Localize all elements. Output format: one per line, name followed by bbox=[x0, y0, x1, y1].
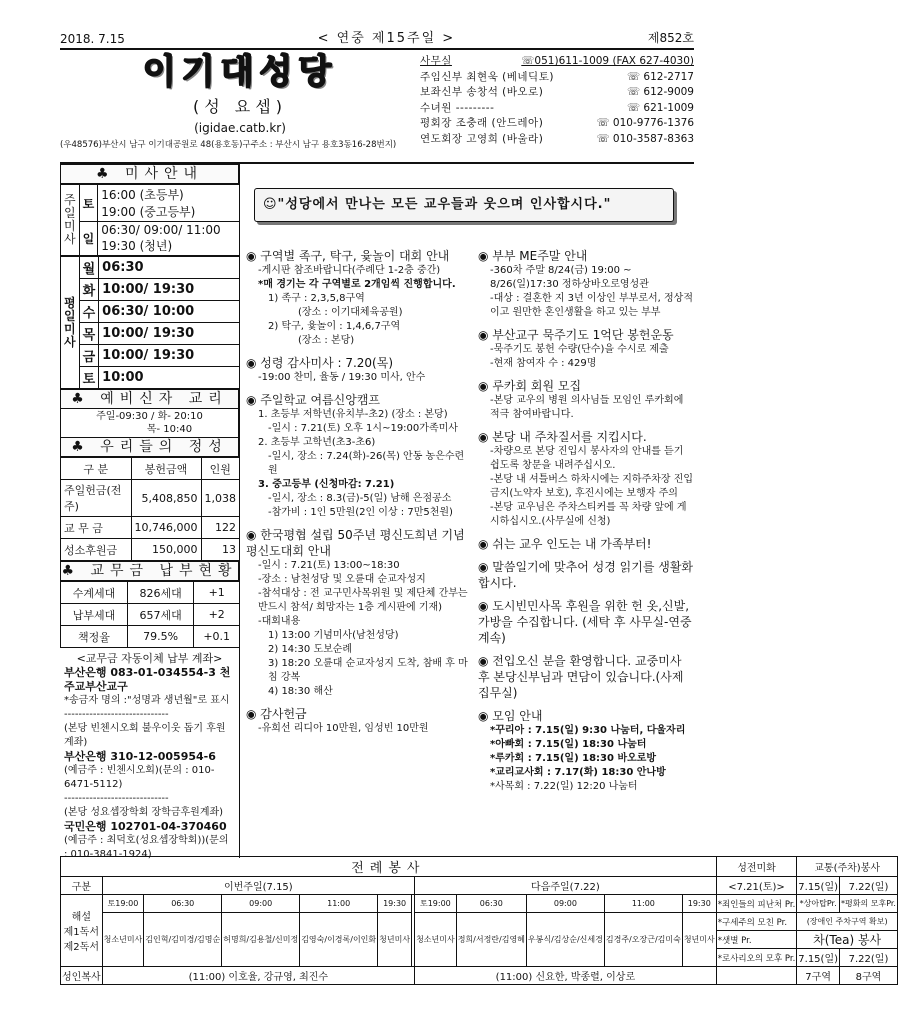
main-content bbox=[60, 162, 694, 860]
top-bar bbox=[60, 30, 694, 50]
mass-section-title: ♣ 미사안내 bbox=[60, 164, 239, 184]
offering-type: 교 무 금 bbox=[61, 517, 132, 539]
announcement-item bbox=[246, 527, 472, 699]
duty-cell: 청소년미사 bbox=[415, 913, 457, 967]
weekday-time: 10:00 bbox=[99, 367, 240, 389]
announcement-line: -현재 참여자 수 : 429명 bbox=[490, 358, 597, 369]
duty-cell: 김경주/오장근/김미숙 bbox=[604, 913, 682, 967]
bank-account-notes bbox=[60, 648, 239, 866]
announcement-line: -묵주기도 봉헌 수량(단수)을 수시로 제출 bbox=[490, 344, 669, 355]
contact-phone: ☏ 010-3587-8363 bbox=[596, 132, 694, 145]
contact-phone: ☏ 612-9009 bbox=[626, 86, 694, 98]
announcement-item bbox=[478, 536, 694, 552]
announcement-title: ◉ 감사헌금 bbox=[246, 707, 307, 721]
traffic-group: *평화의 모후Pr. bbox=[840, 895, 898, 913]
liturgical-title: < 연중 제15주일 > bbox=[317, 31, 456, 46]
contact-phone: ☏ 010-9776-1376 bbox=[596, 117, 694, 129]
greeting-banner: ☺"성당에서 만나는 모든 교우들과 웃으며 인사합시다." bbox=[254, 188, 674, 222]
mass-time: 19:00 (중고등부) bbox=[101, 205, 196, 219]
announcement-line: (장소 : 이기대체육공원) bbox=[298, 307, 403, 318]
weekday-mass-table bbox=[60, 256, 240, 389]
weekday-day: 수 bbox=[79, 301, 99, 323]
duty-cell: 청소년미사 bbox=[102, 913, 144, 967]
contact-name: 수녀원 --------- bbox=[420, 101, 495, 114]
dues-value: 79.5% bbox=[127, 626, 194, 648]
dues-change: +0.1 bbox=[194, 626, 240, 648]
weekday-time: 10:00/ 19:30 bbox=[99, 279, 240, 301]
sunday-mass-table bbox=[60, 184, 240, 256]
announcement-item bbox=[478, 708, 694, 794]
bulletin-page bbox=[60, 30, 896, 1000]
announcement-line: *아빠회 : 7.15(일) 18:30 나눔터 bbox=[490, 739, 647, 750]
offering-amount: 150,000 bbox=[131, 539, 201, 561]
announcement-line: -일시, 장소 : 8.3(금)-5(일) 남해 은점공소 bbox=[268, 493, 452, 504]
weekday-day: 목 bbox=[79, 323, 99, 345]
announcements-area bbox=[242, 164, 694, 858]
role-label: 해설 bbox=[71, 912, 91, 923]
sungjeon-group: *구세주의 모친 Pr. bbox=[716, 913, 797, 931]
announcement-line: -참석대상 : 전 교구민사목위원 및 제단체 간부는 반드시 참석/ 희망자는 1층 게시판에 기재) bbox=[258, 588, 468, 613]
time-slot: 토19:00 bbox=[102, 895, 144, 913]
dues-section-title: ♣ 교무금 납부현황 bbox=[61, 563, 238, 579]
sungjeon-group: *샛별 Pr. bbox=[716, 931, 797, 949]
announcement-title: ◉ 주일학교 여름신앙캠프 bbox=[246, 393, 381, 407]
note-line: (예금주 : 최덕호(성요셉장학회))(문의 : 010-3841-1924) bbox=[64, 835, 229, 860]
tea-group: 7구역 bbox=[797, 967, 840, 985]
announcement-item bbox=[246, 706, 472, 736]
note-line: <교무금 자동이체 납부 계좌> bbox=[76, 652, 223, 665]
announcement-item bbox=[478, 378, 694, 422]
saturday-times bbox=[98, 185, 240, 222]
role-label: 제2독서 bbox=[63, 942, 99, 953]
contact-name: 주임신부 최현욱 (베네딕토) bbox=[420, 70, 554, 83]
announcement-line: 2) 탁구, 윷놀이 : 1,4,6,7구역 bbox=[268, 321, 401, 332]
mass-time: 06:30/ 09:00/ 11:00 bbox=[101, 223, 221, 237]
catechumen-schedule bbox=[60, 409, 239, 437]
announcement-line: -본당 교우의 병원 의사님들 모임인 루카회에 적극 참여바랍니다. bbox=[490, 395, 684, 420]
announcement-line: 3) 18:20 오륜대 순교자성지 도착, 참배 후 마침 강복 bbox=[268, 658, 468, 683]
announcement-item bbox=[246, 248, 472, 348]
announcement-line: (장소 : 본당) bbox=[298, 335, 355, 346]
weekday-time: 06:30/ 10:00 bbox=[99, 301, 240, 323]
offering-type: 주일헌금(전주) bbox=[61, 480, 132, 517]
parish-address: (우48576)부산시 남구 이기대공원로 48(용호동)구주소 : 부산시 남구 용호3동16-28번지) bbox=[60, 140, 397, 150]
announcement-line: -일시, 장소 : 7.24(화)-26(목) 안동 농은수련원 bbox=[268, 451, 465, 476]
announcement-line: 1) 13:00 기념미사(남천성당) bbox=[268, 630, 399, 641]
dues-change: +1 bbox=[194, 582, 240, 604]
time-slot: 06:30 bbox=[456, 895, 526, 913]
helper-next-week: (11:00) 신요한, 박종렬, 이상로 bbox=[415, 967, 717, 985]
announcement-line: *꾸리아 : 7.15(일) 9:30 나눔터, 다울자리 bbox=[490, 725, 686, 736]
catechumen-section-title: ♣ 예비신자 교리 bbox=[60, 389, 239, 409]
parish-logo bbox=[70, 52, 410, 135]
contact-row bbox=[420, 85, 694, 101]
dues-label: 수계세대 bbox=[61, 582, 128, 604]
note-line: ----------------------------- bbox=[64, 709, 169, 720]
offering-amount: 10,746,000 bbox=[131, 517, 201, 539]
contact-row bbox=[420, 70, 694, 86]
offering-section-title: ♣ 우리들의 정성 bbox=[60, 437, 239, 457]
announcement-item bbox=[478, 598, 694, 646]
offering-count: 13 bbox=[201, 539, 240, 561]
service-table bbox=[60, 856, 898, 985]
announcement-line: 3. 중고등부 (신청마감: 7.21) bbox=[258, 479, 395, 490]
traffic-group: *상아탑Pr. bbox=[797, 895, 840, 913]
announcement-line: -360차 주말 8/24(금) 19:00 ~ 8/26(일)17:30 정하상바오로영성관 bbox=[490, 265, 649, 290]
announcements-column-left bbox=[246, 248, 472, 743]
announcement-item bbox=[478, 559, 694, 591]
left-sidebar bbox=[60, 164, 240, 858]
contact-name: 사무실 bbox=[420, 55, 452, 67]
announcement-title: ◉ 루카회 회원 모집 bbox=[478, 379, 582, 393]
announcement-line: 2. 초등부 고학년(초3-초6) bbox=[258, 437, 376, 448]
announcement-title: ◉ 부산교구 묵주기도 1억단 봉헌운동 bbox=[478, 328, 674, 342]
roles-cell bbox=[61, 895, 103, 967]
announcement-item bbox=[246, 355, 472, 385]
announcement-line: -게시판 참조바랍니다(주례단 1-2층 중간) bbox=[258, 265, 441, 276]
catechumen-line: 목- 10:40 bbox=[146, 424, 193, 435]
duty-cell: 청년미사 bbox=[378, 913, 412, 967]
offering-count: 122 bbox=[201, 517, 240, 539]
announcement-line: -차량으로 본당 진입시 봉사자의 안내를 듣기 쉽도록 창문을 내려주십시오. bbox=[490, 446, 684, 471]
contact-row bbox=[420, 54, 694, 70]
time-slot: 19:30 bbox=[378, 895, 412, 913]
time-slot: 11:00 bbox=[604, 895, 682, 913]
announcement-line: 4) 18:30 해산 bbox=[268, 686, 333, 697]
weekday-day: 금 bbox=[79, 345, 99, 367]
announcement-line: -일시 : 7.21(토) 13:00~18:30 bbox=[258, 560, 400, 571]
announcement-title: ◉ 쉬는 교우 인도는 내 가족부터! bbox=[478, 537, 652, 551]
helper-this-week: (11:00) 이호율, 강규영, 최진수 bbox=[102, 967, 414, 985]
tea-title: 차(Tea) 봉사 bbox=[797, 931, 898, 949]
sunday-times bbox=[98, 222, 240, 256]
announcement-line: *사목회 : 7.22(일) 12:20 나눔터 bbox=[490, 781, 638, 792]
announcement-item bbox=[478, 248, 694, 320]
offering-header: 봉헌금액 bbox=[131, 458, 201, 480]
contact-name: 보좌신부 송창석 (바오로) bbox=[420, 86, 544, 98]
this-week-header: 이번주일(7.15) bbox=[102, 877, 414, 895]
announcement-line: -본당 내 셔틀버스 하차시에는 지하주차장 진입금지(노약자 보호), 후진시에는 보행자 주의 bbox=[490, 474, 694, 499]
announcement-title: ◉ 말씀일기에 맞추어 성경 읽기를 생활화 합시다. bbox=[478, 560, 694, 590]
mass-time: 16:00 (초등부) bbox=[101, 188, 184, 202]
note-line: *송금자 명의 :"성명과 생년월"로 표시 bbox=[64, 695, 230, 706]
day-saturday: 토 bbox=[79, 185, 98, 222]
patron-saint: (성 요셉) bbox=[193, 97, 287, 116]
announcement-title: ◉ 구역별 족구, 탁구, 윷놀이 대회 안내 bbox=[246, 249, 450, 263]
announcement-title: ◉ 성령 감사미사 : 7.20(목) bbox=[246, 356, 393, 370]
announcement-item bbox=[478, 327, 694, 371]
duty-cell: 청년미사 bbox=[682, 913, 716, 967]
offering-header: 구 분 bbox=[61, 458, 132, 480]
time-slot: 09:00 bbox=[222, 895, 300, 913]
announcement-line: *루카회 : 7.15(일) 18:30 바오로방 bbox=[490, 753, 657, 764]
note-line: (본당 성요셉장학회 장학금후원계좌) bbox=[64, 807, 224, 818]
announcement-line: *매 경기는 각 구역별로 2개임씩 진행합니다. bbox=[258, 279, 456, 290]
announcement-line: -참가비 : 1인 5만원(2인 이상 : 7만5천원) bbox=[268, 507, 453, 518]
tea-date: 7.15(일) bbox=[797, 949, 840, 967]
day-sunday: 일 bbox=[79, 222, 98, 256]
parish-url[interactable]: (igidae.catb.kr) bbox=[194, 121, 286, 135]
sungjeon-group: *로사리오의 모후 Pr. bbox=[716, 949, 797, 967]
header bbox=[60, 52, 694, 160]
tea-date: 7.22(일) bbox=[840, 949, 898, 967]
contact-row bbox=[420, 101, 694, 117]
duty-cell: 김인혁/김미경/김명순 bbox=[144, 913, 222, 967]
contact-row bbox=[420, 116, 694, 132]
helper-label: 성인복사 bbox=[61, 967, 103, 985]
contact-list bbox=[420, 54, 694, 147]
next-week-header: 다음주일(7.22) bbox=[415, 877, 717, 895]
sungjeon-group: *죄인들의 피난처 Pr. bbox=[716, 895, 797, 913]
announcement-line: 1) 족구 : 2,3,5,8구역 bbox=[268, 293, 365, 304]
announcement-line: -일시 : 7.21(토) 오후 1시~19:00가족미사 bbox=[268, 423, 458, 434]
weekday-time: 10:00/ 19:30 bbox=[99, 345, 240, 367]
dues-value: 826세대 bbox=[127, 582, 194, 604]
sungjeon-title: 성전미화 bbox=[716, 857, 797, 877]
duty-cell: 김영숙/이경록/이인화 bbox=[300, 913, 378, 967]
note-line: ----------------------------- bbox=[64, 793, 169, 804]
announcement-line: -유희선 리디아 10만원, 임성빈 10만원 bbox=[258, 723, 429, 734]
contact-name: 평회장 조충래 (안드레아) bbox=[420, 117, 544, 129]
dues-change: +2 bbox=[194, 604, 240, 626]
dues-value: 657세대 bbox=[127, 604, 194, 626]
announcement-title: ◉ 부부 ME주말 안내 bbox=[478, 249, 588, 263]
announcement-line: *교리교사회 : 7.17(화) 18:30 안나방 bbox=[490, 767, 666, 778]
offering-table bbox=[60, 457, 240, 561]
offering-count: 1,038 bbox=[201, 480, 240, 517]
offering-amount: 5,408,850 bbox=[131, 480, 201, 517]
announcement-item bbox=[246, 392, 472, 520]
offering-type: 성소후원금 bbox=[61, 539, 132, 561]
role-label: 제1독서 bbox=[63, 927, 99, 938]
duty-cell: 우봉식/김상순/신세경 bbox=[526, 913, 604, 967]
announcement-title: ◉ 전입오신 분을 환영합니다. 교중미사 후 본당신부님과 면담이 있습니다.(사제집무실) bbox=[478, 654, 684, 700]
contact-phone: ☏ 612-2717 bbox=[626, 70, 694, 83]
time-slot: 11:00 bbox=[300, 895, 378, 913]
liturgy-title: 전례봉사 bbox=[61, 857, 717, 877]
catechumen-line: 주일-09:30 / 화- 20:10 bbox=[96, 411, 203, 422]
note-line: 부산은행 083-01-034554-3 천주교부산교구 bbox=[64, 666, 231, 693]
traffic-date: 7.22(일) bbox=[840, 877, 898, 895]
time-slot: 09:00 bbox=[526, 895, 604, 913]
issue-number: 제852호 bbox=[647, 31, 694, 45]
announcement-line: 1. 초등부 저학년(유치부-초2) (장소 : 본당) bbox=[258, 409, 448, 420]
contact-row bbox=[420, 132, 694, 148]
traffic-title: 교통(주차)봉사 bbox=[797, 857, 898, 877]
weekday-time: 06:30 bbox=[99, 257, 240, 279]
time-slot: 19:30 bbox=[682, 895, 716, 913]
announcement-line: -대회내용 bbox=[258, 616, 301, 627]
announcement-title: ◉ 본당 내 주차질서를 지킵시다. bbox=[478, 430, 647, 444]
contact-name: 연도회장 고영희 (바울라) bbox=[420, 132, 544, 145]
traffic-note: (장애인 주차구역 확보) bbox=[797, 913, 898, 931]
tea-group: 8구역 bbox=[840, 967, 898, 985]
weekday-time: 10:00/ 19:30 bbox=[99, 323, 240, 345]
announcement-line: -장소 : 남천성당 및 오륜대 순교자성지 bbox=[258, 574, 426, 585]
mass-time: 19:30 (청년) bbox=[101, 239, 173, 253]
sunday-mass-label: 주일미사 bbox=[61, 185, 80, 256]
contact-phone: ☏ 621-1009 bbox=[626, 101, 694, 114]
bulletin-date: 2018. 7.15 bbox=[60, 32, 125, 46]
dues-label: 책정율 bbox=[61, 626, 128, 648]
time-slot: 토19:00 bbox=[415, 895, 457, 913]
contact-phone: ☏051)611-1009 (FAX 627-4030) bbox=[521, 55, 694, 67]
dues-table bbox=[60, 581, 240, 648]
announcement-line: -19:00 찬미, 율동 / 19:30 미사, 안수 bbox=[258, 372, 426, 383]
announcement-title: ◉ 한국평협 설립 50주년 평신도희년 기념 평신도대회 안내 bbox=[246, 528, 465, 558]
weekday-day: 화 bbox=[79, 279, 99, 301]
empty-cell bbox=[716, 967, 797, 985]
announcements-column-right bbox=[478, 248, 694, 801]
announcement-line: -본당 교우님은 주차스티커를 꼭 차량 앞에 게시하십시오.(사무실에 신청) bbox=[490, 502, 687, 527]
service-schedule bbox=[60, 856, 896, 985]
announcement-item bbox=[478, 653, 694, 701]
note-line: 국민은행 102701-04-370460 bbox=[64, 820, 227, 833]
traffic-date: 7.15(일) bbox=[797, 877, 840, 895]
note-line: 부산은행 310-12-005954-6 bbox=[64, 750, 216, 763]
duty-cell: 허명희/김용철/신미정 bbox=[222, 913, 300, 967]
announcement-title: ◉ 모임 안내 bbox=[478, 709, 543, 723]
announcement-title: ◉ 도시빈민사목 후원을 위한 헌 옷,신발,가방을 수집합니다. (세탁 후 사무실-연중 계속) bbox=[478, 599, 692, 645]
announcement-line: -대상 : 결혼한 지 3년 이상인 부부로서, 정상적이고 원만한 혼인생활을 하고 있는 부부 bbox=[490, 293, 693, 318]
offering-header: 인원 bbox=[201, 458, 240, 480]
announcement-item bbox=[478, 429, 694, 529]
weekday-mass-label: 평일미사 bbox=[61, 257, 80, 389]
parish-name: 이기대성당 bbox=[142, 52, 338, 92]
note-line: (본당 빈첸시오회 불우이웃 돕기 후원계좌) bbox=[64, 723, 226, 748]
label-gubun: 구분 bbox=[61, 877, 103, 895]
announcement-line: 2) 14:30 도보순례 bbox=[268, 644, 353, 655]
duty-cell: 정희/서정란/김영혜 bbox=[456, 913, 526, 967]
weekday-day: 토 bbox=[79, 367, 99, 389]
sungjeon-date: <7.21(토)> bbox=[716, 877, 797, 895]
note-line: (예금주 : 빈첸시오회)(문의 : 010-6471-5112) bbox=[64, 765, 215, 790]
weekday-day: 월 bbox=[79, 257, 99, 279]
time-slot: 06:30 bbox=[144, 895, 222, 913]
dues-label: 납부세대 bbox=[61, 604, 128, 626]
